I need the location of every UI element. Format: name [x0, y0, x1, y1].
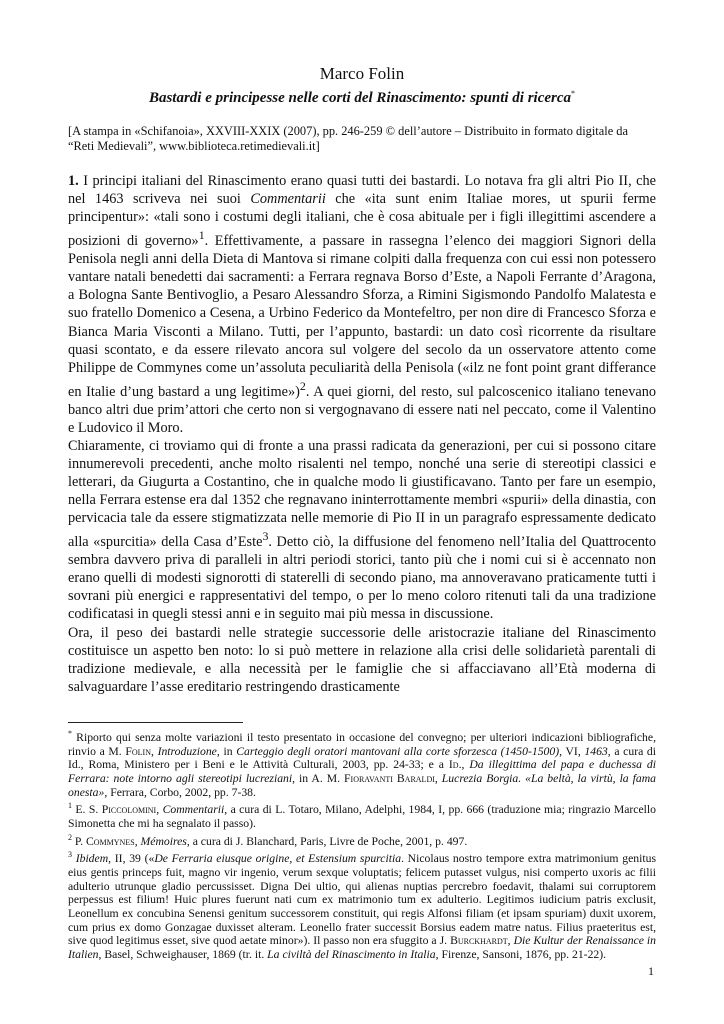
page-number: 1 [648, 964, 654, 978]
title-footnote-mark: * [571, 89, 576, 98]
page [68, 52, 656, 962]
footnote-star: * Riporto qui senza molte variazioni il testo presentato in occasione del convegno; per ulteriori indicazioni bibliografiche, rinvio a M. Folin, Introduzione, in Carteggio degli oratori mantovani alla corte sforzesca (1450-1500), VI, 1463, a cura di Id., Roma, Ministero per i Beni e le Attività Culturali, 2003, pp. 24-33; e a Id., Da illegittima del papa e duchessa di Ferrara: note intorno agli stereotipi lucreziani, in A. M. Fioravanti Baraldi, Lucrezia Borgia. «La beltà, la virtù, la fama onesta», Ferrara, Corbo, 2002, pp. 7-38. [68, 728, 657, 799]
section-number: 1. [68, 173, 79, 189]
footnote-2: $^2$ P. Commynes, Mémoires, a cura di J. Blanchard, Paris, Livre de Poche, 2001, p. 497. [68, 832, 468, 848]
author-name: Marco Folin [319, 64, 405, 83]
footnote-ref-3[interactable]: 3 [262, 529, 269, 544]
paragraph-2: Chiaramente, ci troviamo qui di fronte a una prassi radicata da generazioni, per cui si possono citare innumerevoli precedenti, anche molto risalenti nel tempo, nonché una serie di stereotipi classici e letterari, da Giugurta a Costantino, che in qualche modo li giustificavano. Tanto per fare un esempio, nella Ferrara estense era dal 1352 che regnavano ininterrottamente membri «spurii» della dinastia, con pervicacia tale da essere stigmatizzata nelle memorie di Pio II in un paragrafo espressamente dedicato alla «spurcitia» della Casa d’Este$^3$. Detto ciò, la diffusione del fenomeno nell’Italia del Quattrocento sembra davvero priva di paralleli in altri periodi storici, tanto più che i nomi cui si è accennato non erano quelli di modesti signorotti di staterelli di secondo piano, ma annoveravano praticamente tutti i sovrani più energici e rappresentativi del tempo, o per lo meno coloro ritenuti tali da una tradizione codificatasi in quegli stessi anni e in seguito mai più messa in discussione. [68, 437, 656, 623]
footnotes [68, 727, 656, 962]
footnote-ref-1[interactable]: 1 [198, 228, 205, 243]
body-text [68, 172, 656, 696]
article-title: Bastardi e principesse nelle corti del Rinascimento: spunti di ricerca* [148, 89, 576, 106]
footnote-1: $^1$ E. S. Piccolomini, Commentarii, a cura di L. Totaro, Milano, Adelphi, 1984, I, pp. 666 (traduzione mia; ringrazio Marcello Simonetta che mi ha segnalato il passo). [68, 801, 657, 830]
footnote-3: $^3$ Ibidem, II, 39 («De Ferraria eiusque origine, et Estensium spurcitia. Nicolaus nostro tempore extra matrimonium genitus eius gentis princeps fuit, magno vir ingenio, verum sexque voluptatis; felicem putasset vulgus, nisi comperto uxoris ac filii adulterio utrunque gladio percussisset. Digna Dei ultio, qui alienas nuptias percrebro foedavit, thalami sui corruptorem perpessus est filium! Huic plures fuerunt nati cum ex matrimonio tum ex adulterio. Legitimos iudicium patris exclusit, Leonellum ex concubina Senensi genitum successorem constituit, qui regis Alfonsi filiam (et ipsam spuriam) duxit uxorem, cum prius ex domo Gonzagae duxisset alteram. Leonello frater successit Borsius eadem matre natus. Filius praeteritus est, sive quod legitimus esset, sive quod aetate minor»). Il passo non era sfuggito a J. Burckhardt, Die Kultur der Renaissance in Italien, Basel, Schweighauser, 1869 (tr. it. La civiltà del Rinascimento in Italia, Firenze, Sansoni, 1876, pp. 21-22). [68, 850, 657, 962]
footnote-divider [68, 722, 243, 723]
paragraph-3: Ora, il peso dei bastardi nelle strategie successorie delle aristocrazie italiane del Rinascimento costituisce un aspetto ben noto: lo si può mettere in relazione alla crisi delle solidarietà parentali di tradizione medievale, e alla necessità per le famiglie che si affacciavano all’Età moderna di salvaguardare l’asse ereditario restringendo drasticamente [68, 624, 656, 695]
publication-citation: [A stampa in «Schifanoia», XXVIII-XXIX (2007), pp. 246-259 © dell’autore – Distribuito in formato digitale da “Reti Medievali”, www.biblioteca.retimedievali.it] [68, 124, 628, 153]
paragraph-1: 1. I principi italiani del Rinascimento erano quasi tutti dei bastardi. Lo notava fra gli altri Pio II, che nel 1463 scriveva nei suoi Commentarii che «ita sunt enim Italiae mores, ut spurii ferme principentur»: «tali sono i costumi degli italiani, che è cosa abituale per i figli illegittimi ascendere a posizioni di governo»$^1$. Effettivamente, a passare in rassegna l’elenco dei maggiori Signori della Penisola negli anni della Dieta di Mantova si rimane colpiti dalla frequenza con cui essi non potessero vantare natali benedetti dai sacramenti: a Ferrara regnava Borso d’Este, a Napoli Ferrante d’Aragona, a Bologna Sante Bentivoglio, a Pesaro Alessandro Sforza, a Rimini Sigismondo Pandolfo Malatesta e suo fratello Domenico a Cesena, a Urbino Federico da Montefeltro, per non dire di Francesco Sforza e Bianca Maria Visconti a Milano. Tutti, per l’appunto, bastardi: un dato così ricorrente da risultare quasi scontato, e da essere rilevato ancora sul volgere del secolo da un osservatore attento come Philippe de Commynes come un’assoluta peculiarità della Penisola («ilz ne font point grant differance en Italie d’ung bastard a ung legitime»)$^2$. A quei giorni, del resto, sul palcoscenico italiano tenevano banco altri due prim’attori che certo non si vergognavano di essere nati nel peccato, come il Valentino e Ludovico il Moro. [68, 173, 657, 436]
footnote-ref-2[interactable]: 2 [299, 378, 306, 393]
